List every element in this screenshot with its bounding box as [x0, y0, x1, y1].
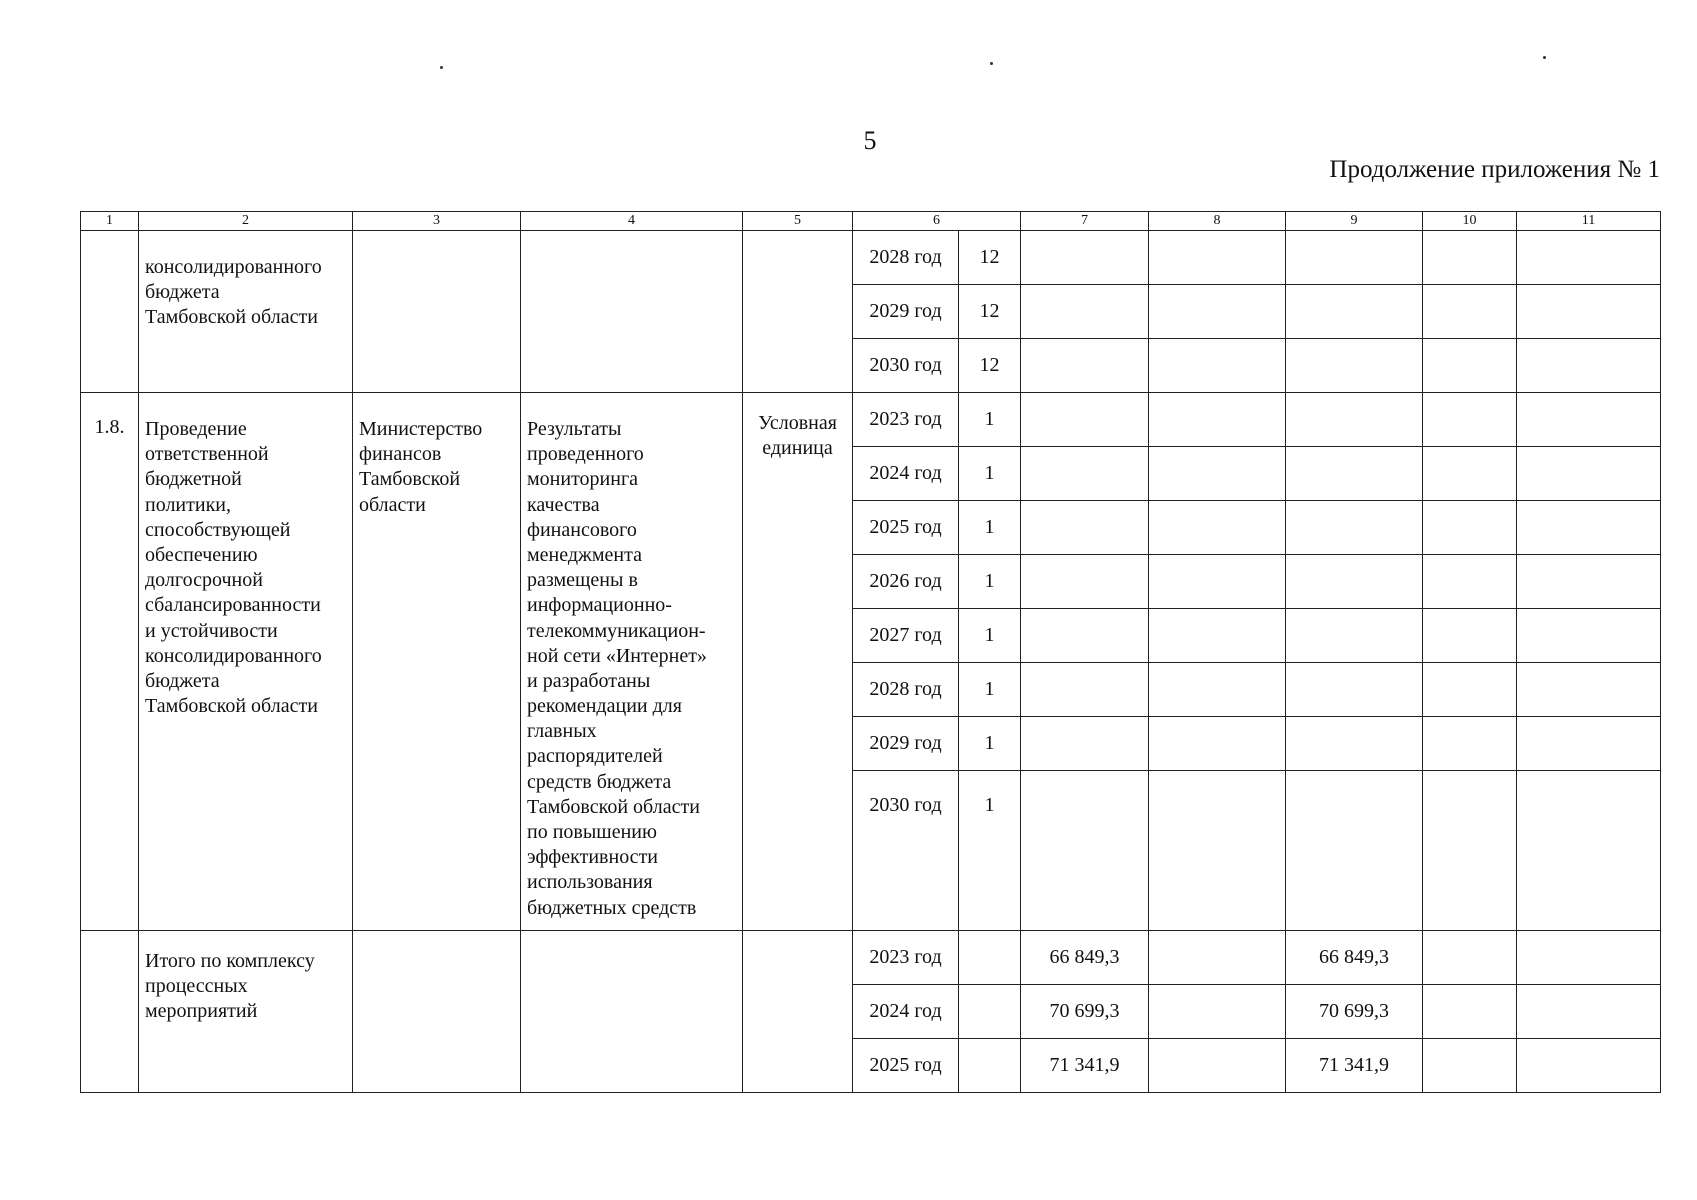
amount-cell: 66 849,3: [1286, 931, 1423, 985]
year-cell: 2029 год: [853, 717, 959, 771]
amount-cell: 71 341,9: [1021, 1039, 1149, 1093]
amount-cell: 71 341,9: [1286, 1039, 1423, 1093]
measure-name-cell: Проведение ответственной бюджетной политики, способствующей обеспечению долгосрочной сбалансированности и устойчивости консолидированного бюджета Тамбовской области: [139, 393, 353, 931]
amount-cell: [1149, 1039, 1286, 1093]
measure-name-cell: консолидированного бюджета Тамбовской области: [139, 231, 353, 393]
result-cell: Результаты проведенного мониторинга качества финансового менеджмента размещены в информационно- телекоммуникацион- ной сети «Интернет» и разработаны рекомендации для главных распорядителей средств бюджета Тамбовской области по повышению эффективности использования бюджетных средств: [521, 393, 743, 931]
header-cell: 10: [1423, 212, 1517, 231]
value-cell: 1: [959, 771, 1021, 931]
header-cell: 4: [521, 212, 743, 231]
table-row: [81, 931, 1661, 985]
unit-cell: Условная единица: [743, 393, 853, 931]
value-cell: 1: [959, 663, 1021, 717]
value-cell: [959, 985, 1021, 1039]
year-cell: 2024 год: [853, 447, 959, 501]
amount-cell: [1423, 1039, 1517, 1093]
unit-cell: [743, 231, 853, 393]
year-cell: 2025 год: [853, 501, 959, 555]
row-number-cell: 1.8.: [81, 393, 139, 931]
value-cell: [959, 931, 1021, 985]
total-label-cell: Итого по комплексу процессных мероприятий: [139, 931, 353, 1093]
header-cell: 2: [139, 212, 353, 231]
value-cell: 1: [959, 447, 1021, 501]
result-cell: [521, 231, 743, 393]
measures-table: [80, 211, 1661, 1093]
year-cell: 2026 год: [853, 555, 959, 609]
responsible-cell: [353, 231, 521, 393]
header-cell: 5: [743, 212, 853, 231]
amount-cell: [1149, 985, 1286, 1039]
year-cell: 2023 год: [853, 931, 959, 985]
value-cell: 1: [959, 393, 1021, 447]
page-number: 5: [863, 126, 877, 155]
value-cell: 1: [959, 717, 1021, 771]
table-row: [81, 231, 1661, 285]
amount-cell: 66 849,3: [1021, 931, 1149, 985]
header-cell: 9: [1286, 212, 1423, 231]
amount-cell: [1517, 931, 1661, 985]
scan-speck: [990, 62, 993, 65]
year-cell: 2027 год: [853, 609, 959, 663]
appendix-title: Продолжение приложения № 1: [1329, 156, 1660, 183]
amount-cell: [1423, 985, 1517, 1039]
row-number-cell: [81, 931, 139, 1093]
amount-cell: 70 699,3: [1021, 985, 1149, 1039]
amount-cell: [1423, 931, 1517, 985]
amount-cell: 70 699,3: [1286, 985, 1423, 1039]
year-cell: 2028 год: [853, 663, 959, 717]
table-row: [81, 393, 1661, 447]
amount-cell: [1517, 1039, 1661, 1093]
scan-speck: [1543, 56, 1546, 59]
year-cell: 2023 год: [853, 393, 959, 447]
amount-cell: [1149, 931, 1286, 985]
header-cell: 11: [1517, 212, 1661, 231]
year-cell: 2030 год: [853, 339, 959, 393]
amount-cell: [1517, 985, 1661, 1039]
row-number-cell: [81, 231, 139, 393]
header-cell: 3: [353, 212, 521, 231]
value-cell: 1: [959, 501, 1021, 555]
value-cell: 12: [959, 231, 1021, 285]
year-cell: 2029 год: [853, 285, 959, 339]
value-cell: 12: [959, 285, 1021, 339]
header-cell: 6: [853, 212, 1021, 231]
value-cell: 12: [959, 339, 1021, 393]
header-cell: 7: [1021, 212, 1149, 231]
value-cell: [959, 1039, 1021, 1093]
scan-speck: [440, 66, 443, 69]
header-cell: 8: [1149, 212, 1286, 231]
column-number-row: [81, 212, 1661, 231]
value-cell: 1: [959, 609, 1021, 663]
header-cell: 1: [81, 212, 139, 231]
year-cell: 2024 год: [853, 985, 959, 1039]
year-cell: 2030 год: [853, 771, 959, 931]
value-cell: 1: [959, 555, 1021, 609]
year-cell: 2025 год: [853, 1039, 959, 1093]
year-cell: 2028 год: [853, 231, 959, 285]
responsible-cell: Министерство финансов Тамбовской области: [353, 393, 521, 931]
